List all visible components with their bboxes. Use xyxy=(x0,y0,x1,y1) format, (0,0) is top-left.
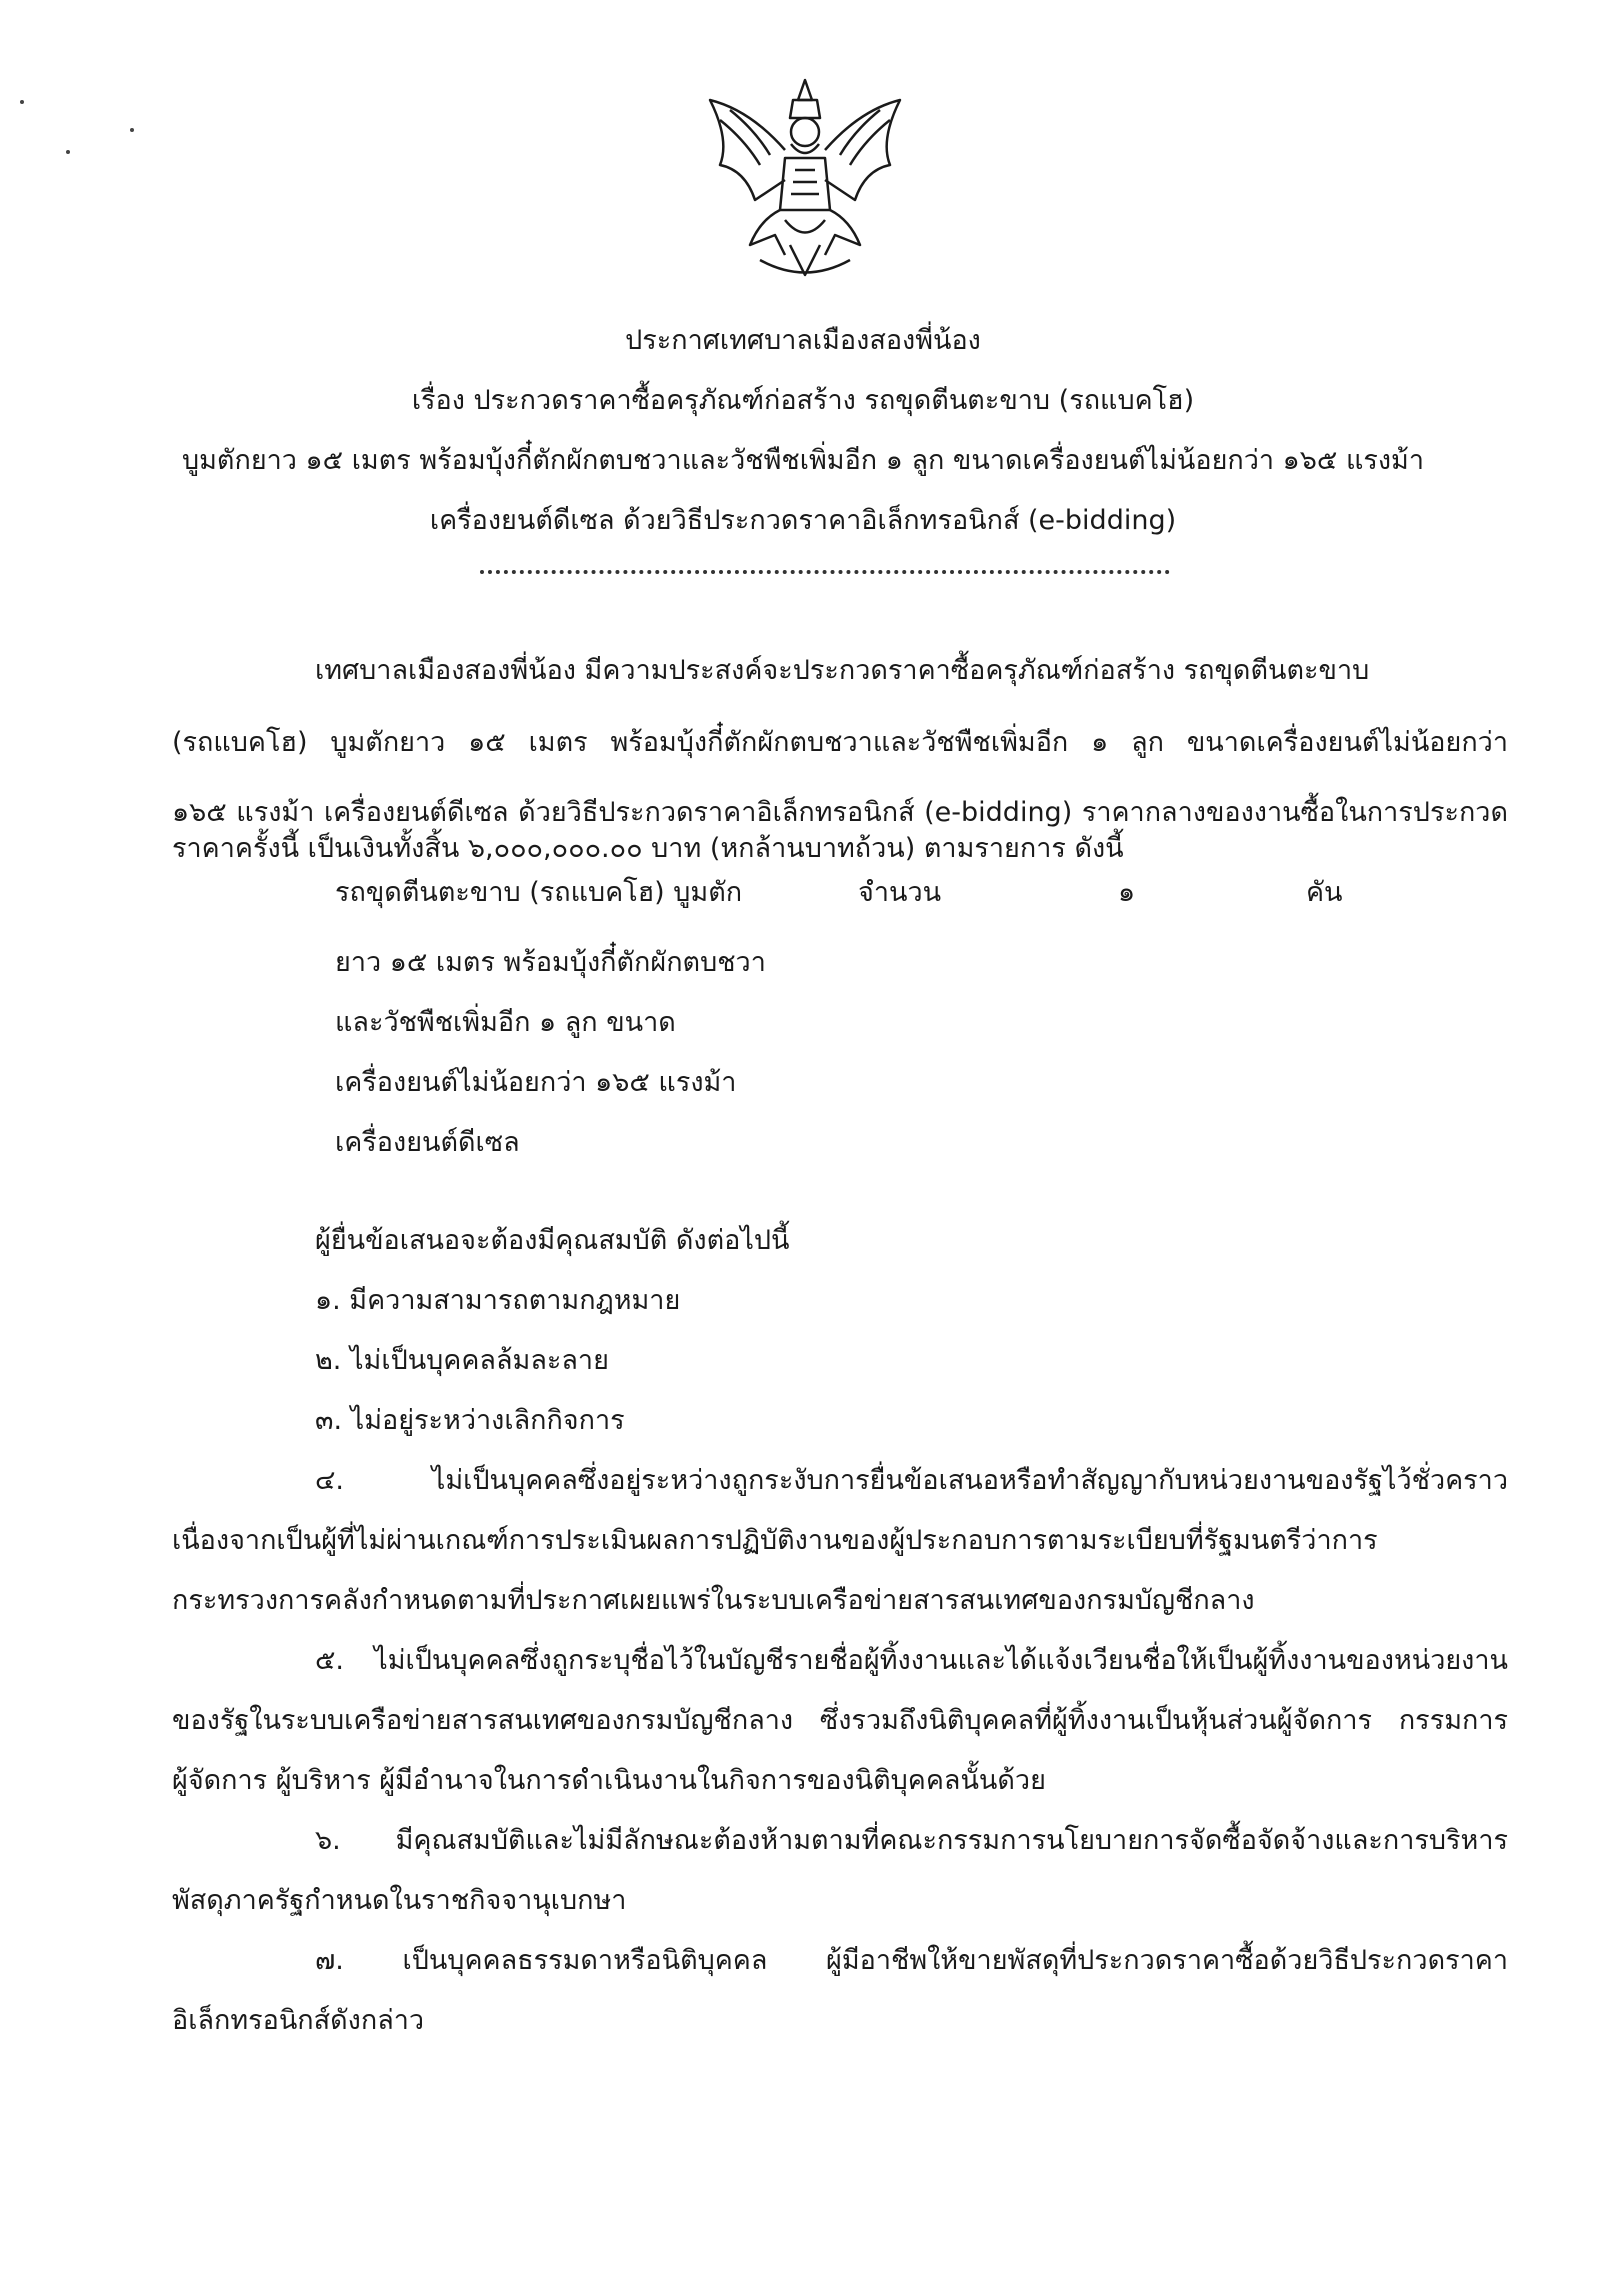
item-description-line: ยาว ๑๕ เมตร พร้อมบุ้งกี๋ตักผักตบชวา xyxy=(335,947,766,978)
qualification-item: ๖. มีคุณสมบัติและไม่มีลักษณะต้องห้ามตามที่คณะกรรมการนโยบายการจัดซื้อจัดจ้างและการบริหาร xyxy=(315,1825,1508,1856)
garuda-emblem-icon xyxy=(690,70,920,290)
item-description-line: และวัชพืชเพิ่มอีก ๑ ลูก ขนาด xyxy=(335,1007,676,1038)
scan-speck xyxy=(66,150,70,154)
qualification-item: ๑. มีความสามารถตามกฎหมาย xyxy=(315,1285,681,1316)
qualification-item: ๗. เป็นบุคคลธรรมดาหรือนิติบุคคล ผู้มีอาชีพให้ขายพัสดุที่ประกวดราคาซื้อด้วยวิธีประกวดราคา xyxy=(315,1945,1508,1976)
notice-title: ประกาศเทศบาลเมืองสองพี่น้อง xyxy=(625,325,981,356)
subject-line: เครื่องยนต์ดีเซล ด้วยวิธีประกวดราคาอิเล็กทรอนิกส์ (e-bidding) xyxy=(429,505,1177,536)
subject-line: บูมตักยาว ๑๕ เมตร พร้อมบุ้งกี๋ตักผักตบชวาและวัชพืชเพิ่มอีก ๑ ลูก ขนาดเครื่องยนต์ไม่น้อยกว่า ๑๖๕ แรงม้า xyxy=(182,445,1424,476)
qualification-item: ๕. ไม่เป็นบุคคลซึ่งถูกระบุชื่อไว้ในบัญชีรายชื่อผู้ทิ้งงานและได้แจ้งเวียนชื่อให้เป็นผู้ทิ้งงานของหน่วยงาน xyxy=(315,1645,1508,1676)
intro-paragraph-line: ราคาครั้งนี้ เป็นเงินทั้งสิ้น ๖,๐๐๐,๐๐๐.๐๐ บาท (หกล้านบาทถ้วน) ตามรายการ ดังนี้ xyxy=(172,833,1124,864)
qualification-item: ผู้จัดการ ผู้บริหาร ผู้มีอำนาจในการดำเนินงานในกิจการของนิติบุคคลนั้นด้วย xyxy=(172,1765,1046,1796)
qualification-item: ๒. ไม่เป็นบุคคลล้มละลาย xyxy=(315,1345,609,1376)
qualification-item: กระทรวงการคลังกำหนดตามที่ประกาศเผยแพร่ในระบบเครือข่ายสารสนเทศของกรมบัญชีกลาง xyxy=(172,1585,1255,1616)
intro-paragraph-line: เทศบาลเมืองสองพี่น้อง มีความประสงค์จะประกวดราคาซื้อครุภัณฑ์ก่อสร้าง รถขุดตีนตะขาบ xyxy=(315,655,1370,686)
item-description-line: รถขุดตีนตะขาบ (รถแบคโฮ) บูมตัก xyxy=(335,877,743,908)
qualification-item: เนื่องจากเป็นผู้ที่ไม่ผ่านเกณฑ์การประเมินผลการปฏิบัติงานของผู้ประกอบการตามระเบียบที่รัฐมนตรีว่าการ xyxy=(172,1525,1378,1556)
qualification-item: พัสดุภาครัฐกำหนดในราชกิจจานุเบกษา xyxy=(172,1885,627,1916)
item-qty-value: ๑ xyxy=(1118,877,1136,908)
item-description-line: เครื่องยนต์ดีเซล xyxy=(335,1127,520,1158)
intro-paragraph-line: ๑๖๕ แรงม้า เครื่องยนต์ดีเซล ด้วยวิธีประกวดราคาอิเล็กทรอนิกส์ (e-bidding) ราคากลางของงานซื้อในการประกวด xyxy=(172,797,1508,828)
dotted-divider xyxy=(480,570,1170,580)
qualification-item: อิเล็กทรอนิกส์ดังกล่าว xyxy=(172,2005,425,2036)
item-description-line: เครื่องยนต์ไม่น้อยกว่า ๑๖๕ แรงม้า xyxy=(335,1067,737,1098)
qualification-item: ๓. ไม่อยู่ระหว่างเลิกกิจการ xyxy=(315,1405,625,1436)
qualification-item: ของรัฐในระบบเครือข่ายสารสนเทศของกรมบัญชีกลาง ซึ่งรวมถึงนิติบุคคลที่ผู้ทิ้งงานเป็นหุ้นส่วนผู้จัดการ กรรมการ xyxy=(172,1705,1508,1736)
intro-paragraph-line: (รถแบคโฮ) บูมตักยาว ๑๕ เมตร พร้อมบุ้งกี๋ตักผักตบชวาและวัชพืชเพิ่มอีก ๑ ลูก ขนาดเครื่องยนต์ไม่น้อยกว่า xyxy=(172,727,1508,758)
scan-speck xyxy=(130,128,134,132)
item-qty-label: จำนวน xyxy=(858,877,942,908)
item-unit: คัน xyxy=(1306,877,1343,908)
scan-speck xyxy=(20,100,24,104)
qualifications-heading: ผู้ยื่นข้อเสนอจะต้องมีคุณสมบัติ ดังต่อไปนี้ xyxy=(315,1225,790,1256)
subject-line: เรื่อง ประกวดราคาซื้อครุภัณฑ์ก่อสร้าง รถขุดตีนตะขาบ (รถแบคโฮ) xyxy=(411,385,1195,416)
qualification-item: ๔. ไม่เป็นบุคคลซึ่งอยู่ระหว่างถูกระงับการยื่นข้อเสนอหรือทำสัญญากับหน่วยงานของรัฐไว้ชั่วคราว xyxy=(315,1465,1508,1496)
